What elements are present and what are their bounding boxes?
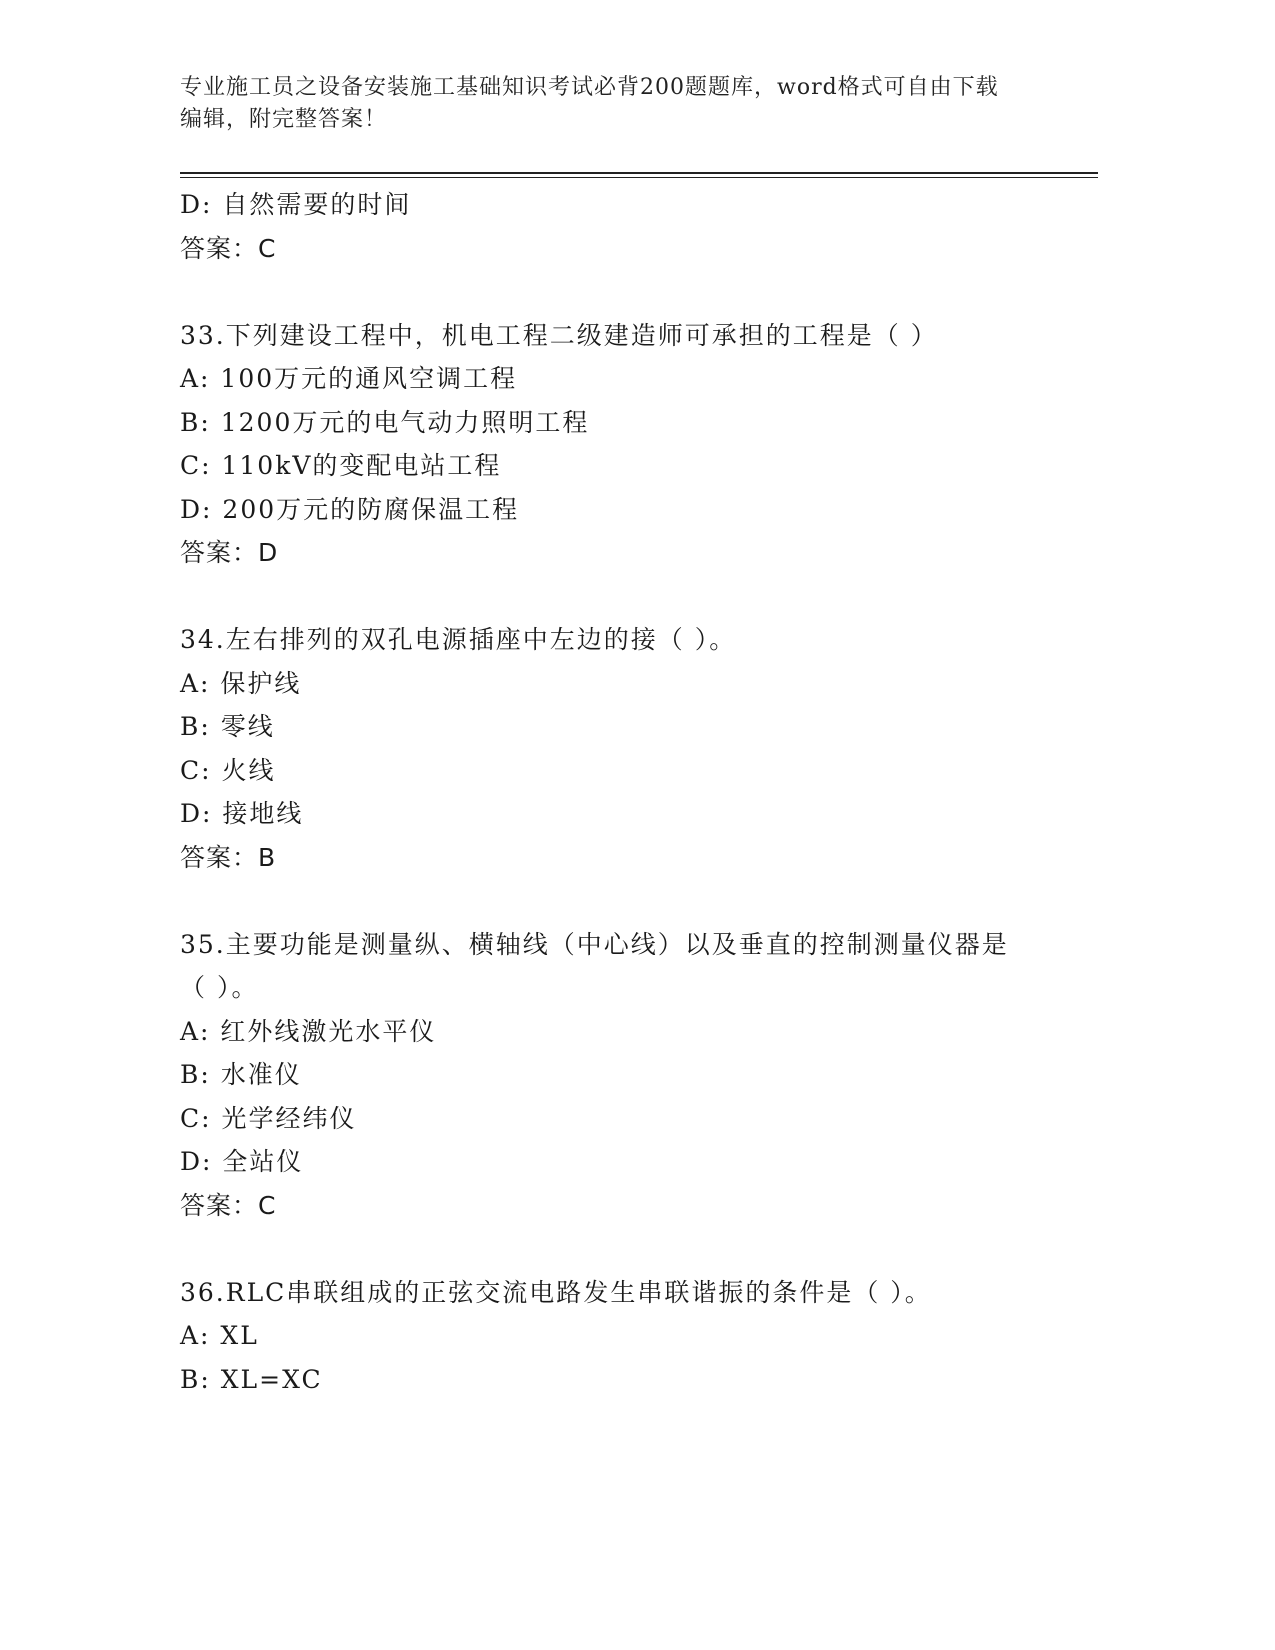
option-d: D: 全站仪	[180, 1147, 304, 1176]
option-d: D: 200万元的防腐保温工程	[180, 494, 520, 524]
question-text-line1: 35.主要功能是测量纵、横轴线（中心线）以及垂直的控制测量仪器是	[180, 929, 1009, 959]
spacer	[180, 1227, 1080, 1271]
option-b: B: 零线	[180, 712, 275, 741]
header-divider-thick	[180, 172, 1098, 174]
option-b: B: XL=XC	[180, 1364, 323, 1394]
answer-label: 答案：C	[180, 1190, 277, 1220]
spacer	[180, 879, 1080, 923]
question-block-33	[180, 314, 1080, 575]
option-a: A: 100万元的通风空调工程	[180, 364, 518, 393]
option-c: C: 光学经纬仪	[180, 1103, 357, 1133]
question-block-34	[180, 618, 1080, 879]
header-title-line1: 专业施工员之设备安装施工基础知识考试必背200题题库，word格式可自由下载	[180, 75, 999, 100]
answer-label: 答案：D	[180, 538, 279, 567]
question-text-line2: （ ）。	[180, 973, 259, 1002]
option-a: A: 保护线	[180, 668, 302, 698]
option-a: A: 红外线激光水平仪	[180, 1016, 437, 1046]
option-b: B: 水准仪	[180, 1060, 302, 1089]
question-block-35	[180, 923, 1080, 1228]
header-divider-thin	[180, 177, 1098, 178]
question-text: 36.RLC串联组成的正弦交流电路发生串联谐振的条件是（ ）。	[180, 1277, 932, 1307]
question-text: 34.左右排列的双孔电源插座中左边的接（ ）。	[180, 625, 737, 654]
answer-label: 答案：C	[180, 233, 277, 263]
document-header	[180, 72, 1080, 136]
option-d: D: 自然需要的时间	[180, 190, 412, 219]
option-b: B: 1200万元的电气动力照明工程	[180, 407, 590, 437]
question-content	[180, 183, 1080, 1401]
option-d: D: 接地线	[180, 799, 304, 828]
question-text: 33.下列建设工程中，机电工程二级建造师可承担的工程是（ ）	[180, 320, 938, 350]
header-title-line2: 编辑，附完整答案！	[180, 107, 388, 132]
option-a: A: XL	[180, 1321, 259, 1350]
spacer	[180, 270, 1080, 314]
option-c: C: 110kV的变配电站工程	[180, 451, 502, 480]
spacer	[180, 575, 1080, 619]
question-block-36	[180, 1271, 1080, 1402]
answer-label: 答案：B	[180, 842, 277, 872]
option-c: C: 火线	[180, 755, 276, 785]
